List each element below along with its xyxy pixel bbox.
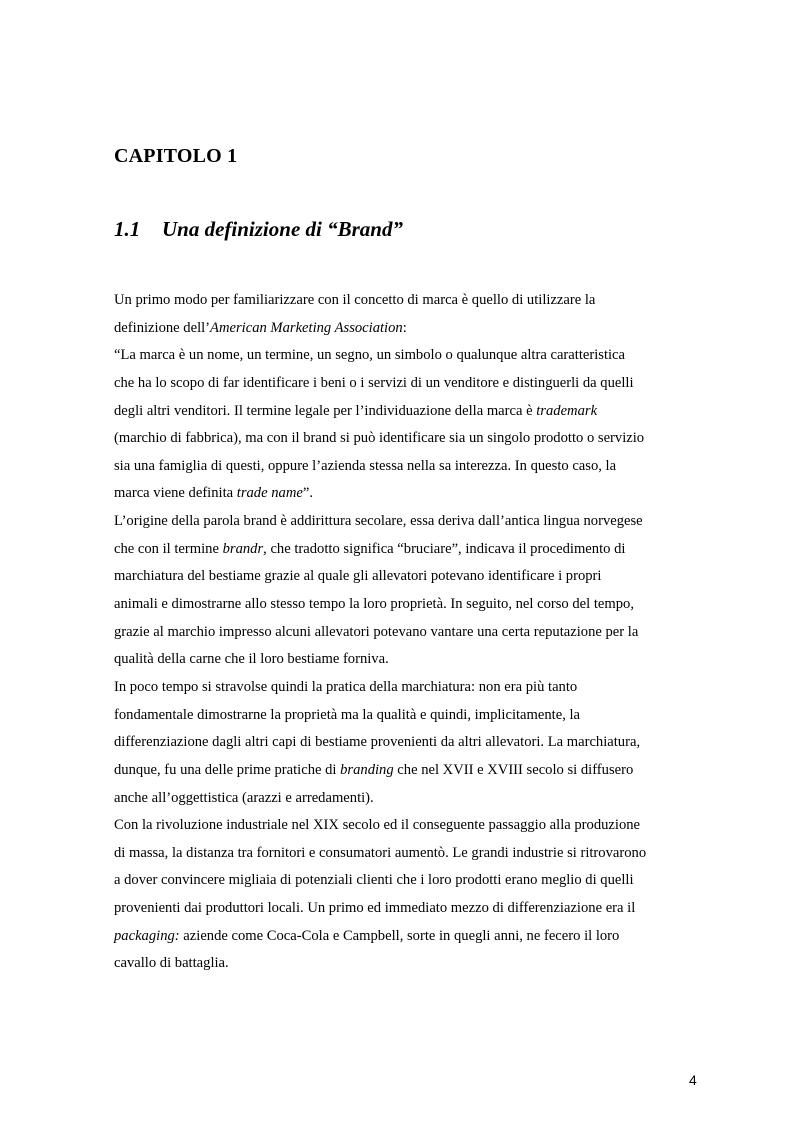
page-number: 4 xyxy=(689,1072,697,1088)
body-line xyxy=(114,757,704,785)
text-segment: , che tradotto significa “bruciare”, indicava il procedimento di xyxy=(263,540,626,557)
text-segment: marchiatura del bestiame grazie al quale gli allevatori potevano identificare i propri xyxy=(114,568,602,585)
italic-term: packaging: xyxy=(114,927,180,944)
text-segment: differenziazione dagli altri capi di bestiame provenienti da altri allevatori. La marchiatura, xyxy=(114,734,641,751)
body-line xyxy=(114,812,704,840)
text-segment: sia una famiglia di questi, oppure l’azienda stessa nella sa interezza. In questo caso, la xyxy=(114,457,617,474)
body-line xyxy=(114,508,704,536)
body-line xyxy=(114,370,704,398)
text-segment: aziende come Coca-Cola e Campbell, sorte in quegli anni, ne fecero il loro xyxy=(179,927,620,944)
body-line xyxy=(114,702,704,730)
body-line xyxy=(114,342,704,370)
text-segment: “La marca è un nome, un termine, un segno, un simbolo o qualunque altra caratteristica xyxy=(114,347,626,364)
body-text xyxy=(114,287,704,978)
body-line xyxy=(114,287,704,315)
text-segment: che ha lo scopo di far identificare i beni o i servizi di un venditore e distinguerli da quelli xyxy=(114,374,634,391)
body-line xyxy=(114,536,704,564)
body-line xyxy=(114,674,704,702)
text-segment: definizione dell’ xyxy=(114,319,211,336)
body-line xyxy=(114,315,704,343)
text-segment: (marchio di fabbrica), ma con il brand si può identificare sia un singolo prodotto o servizio xyxy=(114,430,645,447)
body-line xyxy=(114,591,704,619)
text-segment: ”. xyxy=(302,485,313,502)
text-segment: : xyxy=(402,319,407,336)
text-segment: Un primo modo per familiarizzare con il concetto di marca è quello di utilizzare la xyxy=(114,292,596,308)
text-segment: fondamentale dimostrarne la proprietà ma la qualità e quindi, implicitamente, la xyxy=(114,706,581,723)
body-line xyxy=(114,923,704,951)
body-line xyxy=(114,480,704,508)
italic-term: American Marketing Association xyxy=(210,319,403,336)
section-title: Una definizione di “Brand” xyxy=(162,217,403,241)
body-line xyxy=(114,619,704,647)
body-line xyxy=(114,895,704,923)
body-line xyxy=(114,729,704,757)
text-segment: che con il termine xyxy=(114,540,223,557)
text-segment: che nel XVII e XVIII secolo si diffusero xyxy=(393,761,634,778)
body-line xyxy=(114,563,704,591)
text-segment: animali e dimostrarne allo stesso tempo la loro proprietà. In seguito, nel corso del tempo, xyxy=(114,596,634,613)
text-segment: dunque, fu una delle prime pratiche di xyxy=(114,761,341,778)
italic-term: trademark xyxy=(536,402,598,419)
italic-term: trade name xyxy=(236,485,303,502)
section-heading xyxy=(114,217,403,242)
text-segment: Con la rivoluzione industriale nel XIX secolo ed il conseguente passaggio alla produzione xyxy=(114,817,641,834)
text-segment: cavallo di battaglia. xyxy=(114,955,229,972)
text-segment: qualità della carne che il loro bestiame forniva. xyxy=(114,651,389,668)
body-line xyxy=(114,785,704,813)
text-segment: L’origine della parola brand è addirittura secolare, essa deriva dall’antica lingua norvegese xyxy=(114,513,643,530)
body-line xyxy=(114,950,704,978)
italic-term: brandr xyxy=(222,540,264,557)
body-line xyxy=(114,646,704,674)
text-segment: degli altri venditori. Il termine legale per l’individuazione della marca è xyxy=(114,402,537,419)
text-segment: In poco tempo si stravolse quindi la pratica della marchiatura: non era più tanto xyxy=(114,678,578,695)
body-line xyxy=(114,453,704,481)
chapter-title: CAPITOLO 1 xyxy=(114,145,238,167)
body-line xyxy=(114,398,704,426)
body-line xyxy=(114,867,704,895)
text-segment: di massa, la distanza tra fornitori e consumatori aumentò. Le grandi industrie si ritrovarono xyxy=(114,844,647,861)
text-segment: anche all’oggettistica (arazzi e arredamenti). xyxy=(114,789,374,806)
text-segment: marca viene definita xyxy=(114,485,237,502)
text-segment: a dover convincere migliaia di potenziali clienti che i loro prodotti erano meglio di quelli xyxy=(114,872,634,889)
body-line xyxy=(114,840,704,868)
text-segment: grazie al marchio impresso alcuni allevatori potevano vantare una certa reputazione per la xyxy=(114,623,639,640)
text-segment: provenienti dai produttori locali. Un primo ed immediato mezzo di differenziazione era il xyxy=(114,900,636,917)
italic-term: branding xyxy=(340,761,394,778)
section-number: 1.1 xyxy=(114,217,141,241)
body-line xyxy=(114,425,704,453)
